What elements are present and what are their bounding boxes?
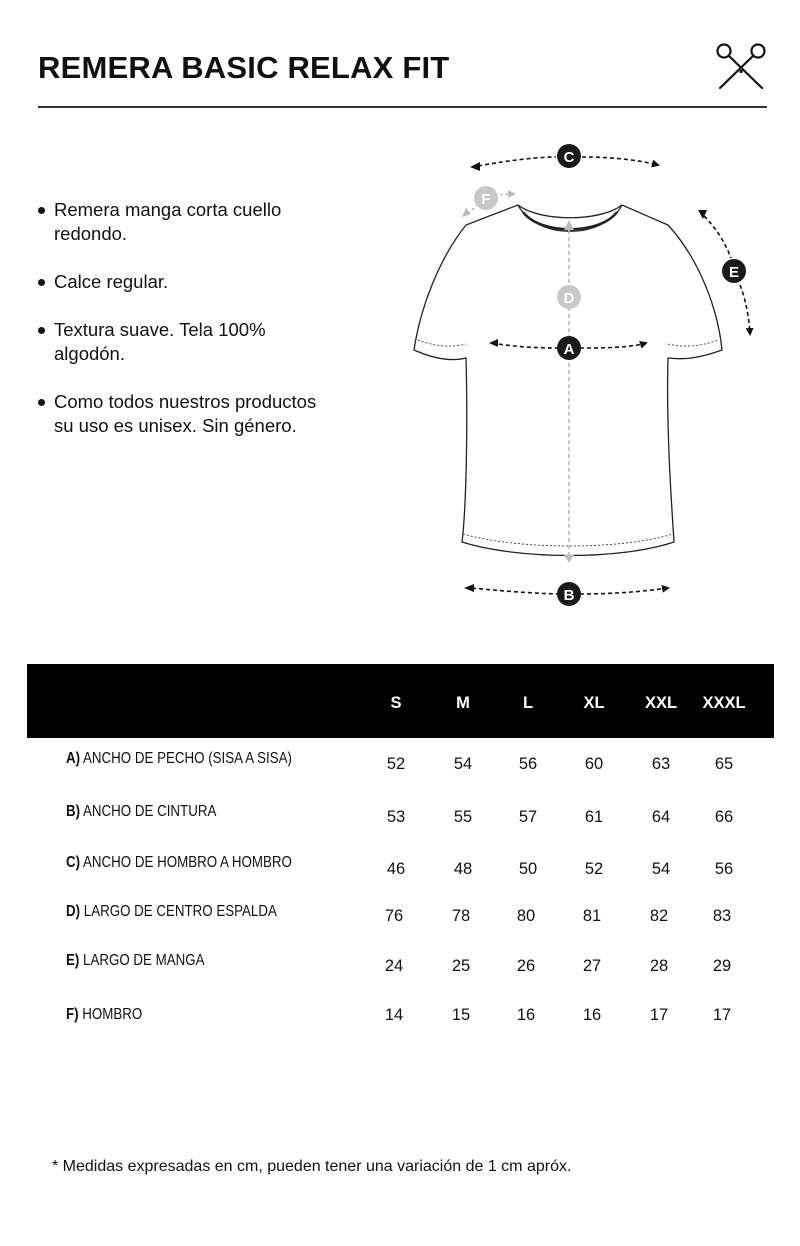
size-header-xl: XL	[583, 694, 605, 712]
table-cell: 52	[584, 860, 604, 878]
svg-text:D: D	[563, 290, 575, 307]
table-cell: 61	[584, 808, 604, 826]
feature-item: Calce regular.	[36, 270, 336, 294]
table-cell: 63	[651, 755, 671, 773]
table-cell: 53	[386, 808, 406, 826]
table-cell: 24	[384, 957, 404, 975]
table-cell: 46	[386, 860, 406, 878]
row-label-c: C) ANCHO DE HOMBRO A HOMBRO	[66, 854, 292, 871]
table-cell: 66	[714, 808, 734, 826]
table-cell: 56	[518, 755, 538, 773]
size-header-m: M	[456, 694, 470, 712]
table-cell: 60	[584, 755, 604, 773]
feature-item: Como todos nuestros productos su uso es unisex. Sin género.	[36, 390, 336, 438]
table-cell: 28	[649, 957, 669, 975]
marker-c	[557, 144, 581, 168]
table-cell: 29	[712, 957, 732, 975]
table-cell: 26	[516, 957, 536, 975]
svg-text:A: A	[563, 341, 575, 358]
marker-f	[474, 186, 498, 210]
table-cell: 81	[582, 907, 602, 925]
table-cell: 17	[649, 1006, 669, 1024]
table-cell: 16	[582, 1006, 602, 1024]
svg-text:C: C	[563, 149, 575, 166]
footnote: * Medidas expresadas en cm, pueden tener una variación de 1 cm apróx.	[52, 1158, 572, 1175]
feature-item: Textura suave. Tela 100% algodón.	[36, 318, 336, 366]
table-cell: 54	[651, 860, 671, 878]
row-label-d: D) LARGO DE CENTRO ESPALDA	[66, 903, 277, 920]
scissors-icon	[712, 40, 770, 92]
size-header-l: L	[522, 694, 534, 712]
tshirt-outline	[414, 205, 722, 556]
row-label-b: B) ANCHO DE CINTURA	[66, 803, 217, 820]
svg-text:B: B	[563, 587, 575, 604]
table-cell: 80	[516, 907, 536, 925]
table-cell: 54	[453, 755, 473, 773]
marker-a	[557, 336, 581, 360]
table-cell: 25	[451, 957, 471, 975]
measure-d	[564, 220, 574, 563]
feature-list	[36, 198, 336, 462]
table-cell: 55	[453, 808, 473, 826]
row-label-a: A) ANCHO DE PECHO (SISA A SISA)	[66, 750, 292, 767]
tshirt-diagram	[400, 130, 780, 610]
table-cell: 17	[712, 1006, 732, 1024]
marker-b	[557, 582, 581, 606]
page-title: REMERA BASIC RELAX FIT	[38, 50, 450, 85]
feature-item: Remera manga corta cuello redondo.	[36, 198, 336, 246]
table-cell: 48	[453, 860, 473, 878]
table-cell: 82	[649, 907, 669, 925]
size-header-s: S	[390, 694, 402, 712]
row-label-f: F) HOMBRO	[66, 1006, 143, 1023]
table-cell: 76	[384, 907, 404, 925]
table-cell: 15	[451, 1006, 471, 1024]
table-cell: 14	[384, 1006, 404, 1024]
marker-e	[722, 259, 746, 283]
table-cell: 65	[714, 755, 734, 773]
size-header-xxxl: XXXL	[702, 694, 746, 712]
table-cell: 78	[451, 907, 471, 925]
table-cell: 52	[386, 755, 406, 773]
table-cell: 57	[518, 808, 538, 826]
svg-text:E: E	[728, 264, 740, 281]
table-cell: 27	[582, 957, 602, 975]
svg-text:F: F	[481, 191, 491, 208]
table-cell: 50	[518, 860, 538, 878]
table-cell: 16	[516, 1006, 536, 1024]
size-header-xxl: XXL	[644, 694, 678, 712]
row-label-e: E) LARGO DE MANGA	[66, 952, 205, 969]
table-cell: 64	[651, 808, 671, 826]
marker-d	[557, 285, 581, 309]
table-cell: 56	[714, 860, 734, 878]
title-divider	[38, 106, 767, 108]
table-cell: 83	[712, 907, 732, 925]
